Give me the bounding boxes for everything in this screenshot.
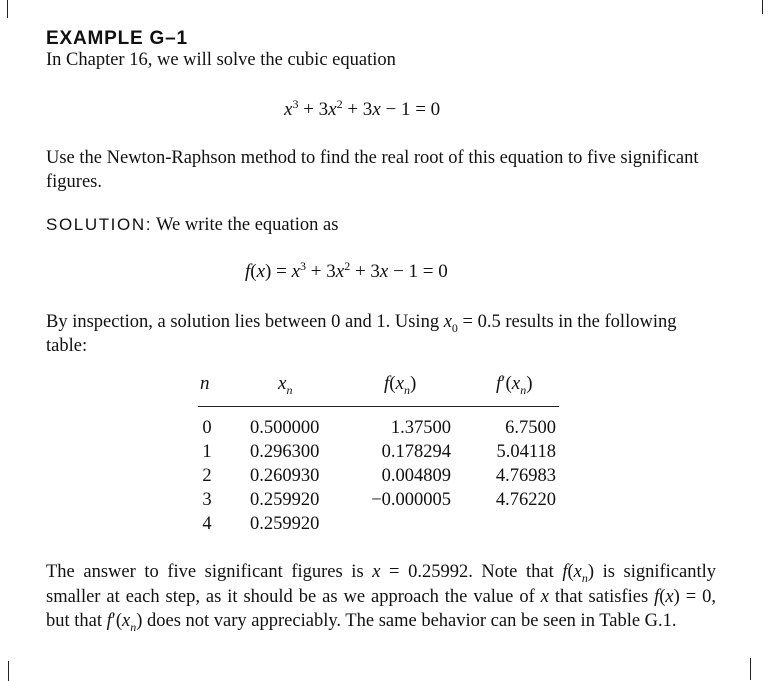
table-header-x: $x_n$ [278, 373, 293, 397]
table-cell-x: 0.260930 [250, 466, 320, 486]
table-cell-n: 3 [202, 490, 212, 510]
table-cell-f: 0.178294 [381, 442, 451, 462]
solution-label: SOLUTION: [46, 215, 153, 234]
table-cell-f: 0.004809 [381, 466, 451, 486]
table-cell-fprime: 4.76220 [495, 490, 556, 510]
table-rule [198, 406, 559, 407]
function-equation: $f(x) = x^3 + 3x^2 + 3x - 1 = 0$ [245, 259, 448, 282]
table-cell-x: 0.296300 [250, 442, 320, 462]
example-label: EXAMPLE [46, 28, 144, 49]
table-cell-x: 0.259920 [250, 490, 320, 510]
inspection-paragraph: By inspection, a solution lies between 0 and 1. Using $x_0 = 0.5$ results in the following table: [46, 312, 677, 356]
table-cell-x: 0.259920 [250, 514, 320, 534]
cubic-equation: $x^3 + 3x^2 + 3x - 1 = 0$ [284, 97, 441, 120]
example-intro: In Chapter 16, we will solve the cubic equation [46, 50, 396, 70]
table-cell-x: 0.500000 [250, 418, 320, 438]
table-cell-fprime: 5.04118 [496, 442, 556, 462]
solution-text: We write the equation as [156, 215, 339, 235]
example-heading [46, 28, 188, 50]
table-cell-n: 2 [202, 466, 212, 486]
page-edge-bottom-right [750, 658, 751, 680]
table-header-fprime: $f'(x_n)$ [496, 373, 533, 397]
table-cell-fprime: 6.7500 [505, 418, 556, 438]
table-cell-n: 0 [202, 418, 212, 438]
table-cell-n: 1 [202, 442, 212, 462]
solution-line [46, 213, 338, 237]
conclusion-paragraph: The answer to five significant figures is x = 0.25992. Note that $f(x_n)$ is significantly smaller at each step, as it should be as we approach the value of x that satisfies f(x) = 0, but that $f'(x_n)$ does not vary appreciably. The same behavior can be seen in Table G.1. [46, 562, 717, 634]
page-edge-top-left [7, 0, 8, 18]
example-number: G–1 [149, 28, 188, 49]
table-cell-fprime: 4.76983 [495, 466, 556, 486]
table-header-f: $f(x_n)$ [384, 373, 417, 397]
table-cell-f: −0.000005 [371, 490, 451, 510]
table-cell-f: 1.37500 [390, 418, 451, 438]
page-edge-bottom-left [8, 661, 9, 681]
page-edge-top-right [762, 0, 763, 14]
table-cell-n: 4 [202, 514, 212, 534]
task-statement: Use the Newton-Raphson method to find the real root of this equation to five significant figures. [46, 148, 699, 192]
table-header-n: n [200, 373, 210, 394]
